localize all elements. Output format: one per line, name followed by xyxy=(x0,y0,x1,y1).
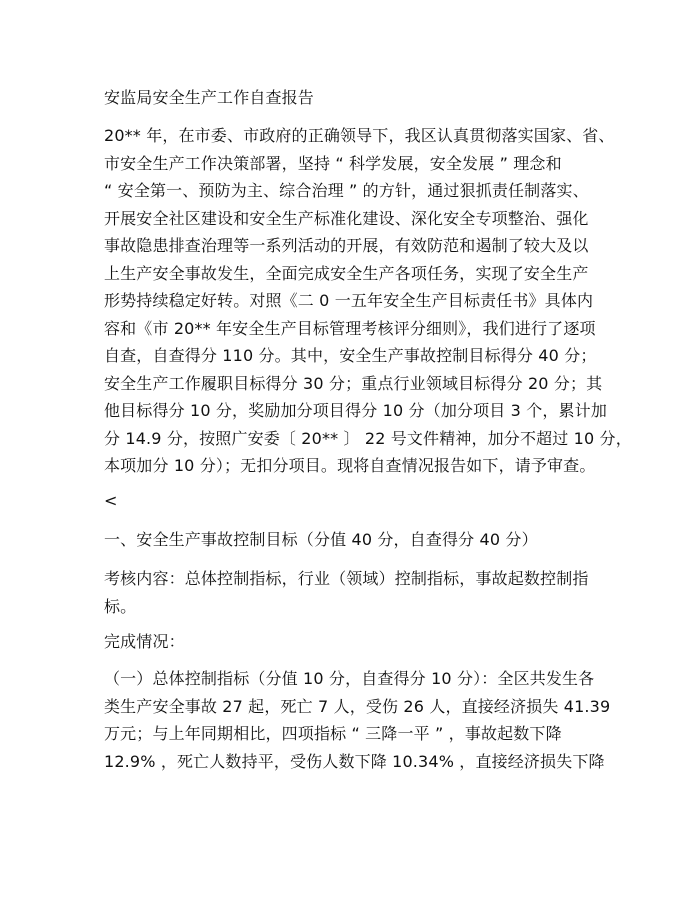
status-block xyxy=(104,628,624,656)
subsection-paragraph xyxy=(104,665,624,775)
intro-line: 市安全生产工作决策部署，坚持 “ 科学发展，安全发展 ” 理念和 xyxy=(104,153,562,173)
intro-line: 安全生产工作履职目标得分 30 分；重点行业领域目标得分 20 分；其 xyxy=(104,373,603,393)
section-heading: 一、安全生产事故控制目标（分值 40 分，自查得分 40 分） xyxy=(104,530,538,549)
intro-line: 容和《市 20** 年安全生产目标管理考核评分细则》，我们进行了逐项 xyxy=(104,318,596,338)
subsection-line: 12.9% ，死亡人数持平，受伤人数下降 10.34% ，直接经济损失下降 xyxy=(104,751,605,771)
intro-line: 形势持续稳定好转。对照《二 0 一五年安全生产目标责任书》具体内 xyxy=(104,291,594,310)
subsection-line: 类生产安全事故 27 起，死亡 7 人，受伤 26 人，直接经济损失 41.39 xyxy=(104,696,611,716)
marker-block xyxy=(104,487,624,515)
assessment-line: 标。 xyxy=(104,596,137,616)
section-heading-block xyxy=(104,526,624,554)
subsection-line: （一）总体控制指标（分值 10 分，自查得分 10 分）：全区共发生各 xyxy=(104,669,595,688)
intro-paragraph xyxy=(104,122,632,480)
intro-line: “ 安全第一、预防为主、综合治理 ” 的方针，通过狠抓责任制落实、 xyxy=(104,181,589,200)
intro-line: 他目标得分 10 分，奖励加分项目得分 10 分（加分项目 3 个，累计加 xyxy=(104,401,607,420)
assessment-paragraph xyxy=(104,565,624,620)
stray-marker: < xyxy=(104,491,118,510)
intro-line: 20** 年，在市委、市政府的正确领导下，我区认真贯彻落实国家、省、 xyxy=(104,126,615,145)
intro-line: 事故隐患排查治理等一系列活动的开展，有效防范和遏制了较大及以 xyxy=(104,236,589,255)
intro-line: 自查，自查得分 110 分。其中，安全生产事故控制目标得分 40 分； xyxy=(104,346,597,365)
status-label: 完成情况： xyxy=(104,632,185,651)
intro-line: 开展安全社区建设和安全生产标准化建设、深化安全专项整治、强化 xyxy=(104,208,589,228)
report-title: 安监局安全生产工作自查报告 xyxy=(104,88,314,107)
intro-line: 上生产安全事故发生，全面完成安全生产各项任务，实现了安全生产 xyxy=(104,263,589,283)
assessment-line: 考核内容：总体控制指标，行业（领域）控制指标，事故起数控制指 xyxy=(104,569,589,588)
subsection-line: 万元；与上年同期相比，四项指标 “ 三降一平 ” ，事故起数下降 xyxy=(104,724,562,743)
intro-line: 本项加分 10 分）；无扣分项目。现将自查情况报告如下，请予审查。 xyxy=(104,456,596,475)
intro-line: 分 14.9 分，按照广安委〔 20** 〕 22 号文件精神，加分不超过 10 分， xyxy=(104,428,632,448)
report-title-block xyxy=(104,84,624,112)
